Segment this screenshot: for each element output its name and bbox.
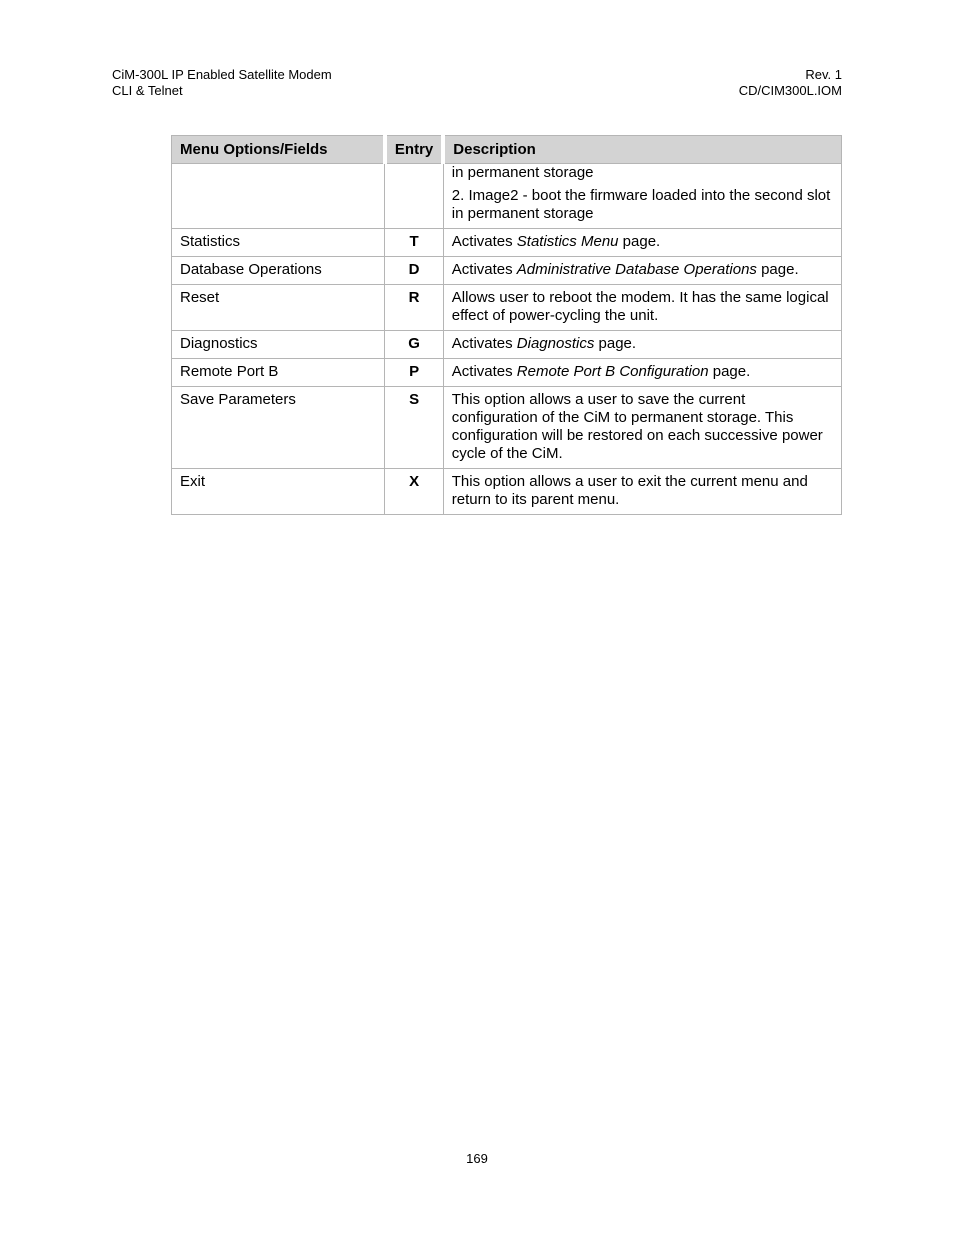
description-emphasis: Diagnostics	[516, 335, 595, 352]
table-cell	[385, 164, 443, 229]
table-cell	[172, 164, 385, 229]
table-cell-field: Database Operations	[172, 257, 385, 285]
table-cell-description	[443, 331, 841, 359]
description-text: This option allows a user to exit the current menu and return to its parent menu.	[451, 473, 808, 508]
table-cell-entry: S	[385, 387, 443, 469]
description-text: Activates	[451, 261, 517, 278]
column-header-description: Description	[443, 136, 841, 164]
description-text: Allows user to reboot the modem. It has the same logical effect of power-cycling the unit.	[451, 289, 829, 324]
description-text: This option allows a user to save the current configuration of the CiM to permanent storage. This configuration will be restored on each successive power cycle of the CiM.	[451, 391, 823, 462]
table-cell-entry: T	[385, 229, 443, 257]
table-header-row	[172, 136, 842, 164]
table-cell-field: Reset	[172, 285, 385, 331]
revision: Rev. 1	[805, 67, 842, 82]
table-cell-description	[443, 469, 841, 515]
description-emphasis: Statistics Menu	[516, 233, 619, 250]
description-emphasis: Remote Port B Configuration	[516, 363, 709, 380]
table-row	[172, 359, 842, 387]
description-text: Activates	[451, 335, 517, 352]
column-header-entry: Entry	[385, 136, 443, 164]
table-row	[172, 257, 842, 285]
description-text: page.	[756, 261, 799, 278]
description-text: page.	[618, 233, 661, 250]
table-cell-field: Diagnostics	[172, 331, 385, 359]
description-text: page.	[708, 363, 751, 380]
table-cell-field: Exit	[172, 469, 385, 515]
section-title: CLI & Telnet	[112, 83, 183, 98]
description-line: 2. Image2 - boot the firmware loaded into the second slot in permanent storage	[451, 187, 831, 222]
document-id: CD/CIM300L.IOM	[738, 83, 842, 98]
column-header-field: Menu Options/Fields	[172, 136, 385, 164]
table-cell-description	[443, 229, 841, 257]
document-title: CiM-300L IP Enabled Satellite Modem	[112, 67, 332, 82]
table-cell-description	[443, 257, 841, 285]
table-cell-description	[443, 164, 841, 229]
table-cell-description	[443, 285, 841, 331]
table-row	[172, 331, 842, 359]
table-cell-entry: R	[385, 285, 443, 331]
description-text: page.	[594, 335, 637, 352]
description-text: Activates	[451, 233, 517, 250]
page-number: 169	[466, 1151, 488, 1166]
table-cell-field: Save Parameters	[172, 387, 385, 469]
table-row	[172, 285, 842, 331]
table-cell-field: Remote Port B	[172, 359, 385, 387]
table-cell-entry: X	[385, 469, 443, 515]
table-cell-entry: G	[385, 331, 443, 359]
table-cell-entry: D	[385, 257, 443, 285]
table-row	[172, 387, 842, 469]
header-right	[739, 67, 842, 99]
header-left	[112, 67, 332, 99]
description-line: in permanent storage	[451, 164, 594, 181]
table-row	[172, 469, 842, 515]
description-emphasis: Administrative Database Operations	[516, 261, 757, 278]
table-cell-description	[443, 387, 841, 469]
table-row	[172, 229, 842, 257]
description-text: Activates	[451, 363, 517, 380]
table-row-continuation	[172, 164, 842, 229]
table-cell-field: Statistics	[172, 229, 385, 257]
table-cell-description	[443, 359, 841, 387]
table-cell-entry: P	[385, 359, 443, 387]
menu-options-table	[171, 135, 842, 515]
